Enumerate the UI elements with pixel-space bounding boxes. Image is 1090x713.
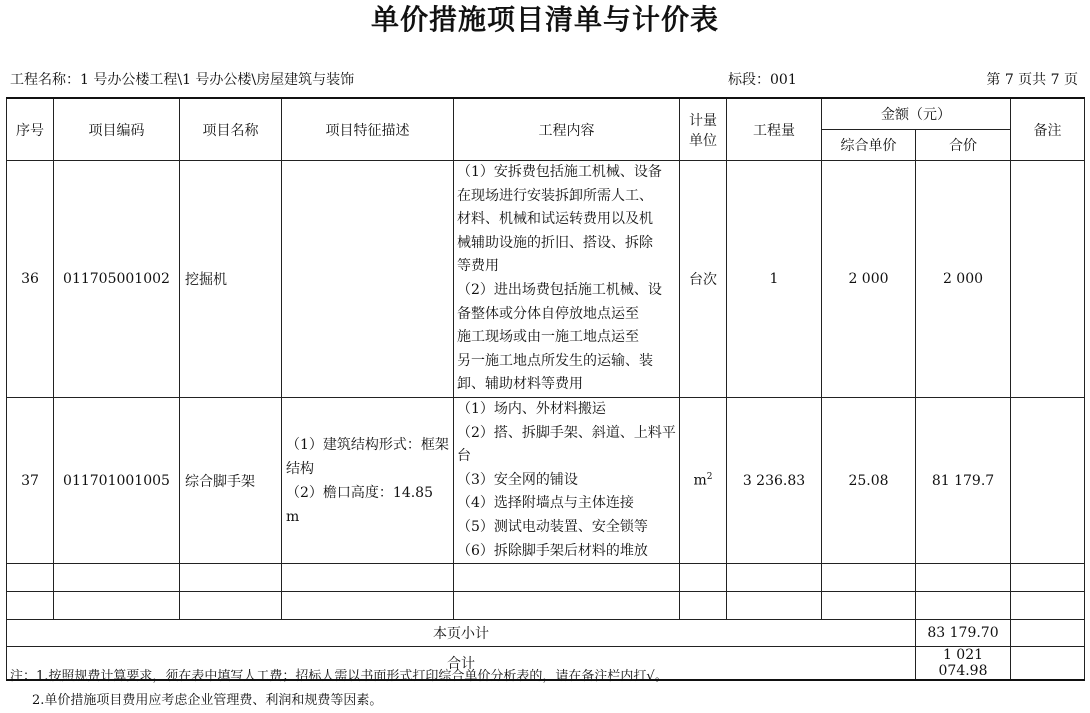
cell-name: 挖掘机: [180, 161, 282, 398]
header-total: 合价: [916, 130, 1011, 161]
header-features: 项目特征描述: [282, 98, 454, 161]
table-row: [7, 161, 1085, 398]
feature-line: （1）建筑结构形式：框架: [286, 436, 449, 453]
empty-cell: [916, 564, 1011, 592]
cell-unit-price: 2 000: [822, 161, 916, 398]
empty-cell: [1011, 592, 1085, 620]
content-line: （4）选择附墙点与主体连接: [457, 495, 634, 512]
content-line: 材料、机械和试运转费用以及机: [457, 211, 653, 228]
content-line: 等费用: [457, 258, 499, 275]
subtotal-label: 本页小计: [7, 620, 916, 647]
content-line: 备整体或分体自停放地点运至: [457, 305, 639, 322]
content-line: （1）安拆费包括施工机械、设备: [457, 164, 662, 180]
empty-cell: [916, 592, 1011, 620]
total-value: 1 021 074.98: [916, 647, 1011, 681]
unit-text: 台次: [689, 271, 717, 288]
measure-items-table: [6, 97, 1085, 681]
empty-cell: [282, 564, 454, 592]
empty-cell: [54, 564, 180, 592]
empty-cell: [454, 592, 680, 620]
total-remark: [1011, 647, 1085, 681]
unit-sup: 2: [706, 472, 713, 483]
content-line: 另一施工地点所发生的运输、装: [457, 352, 653, 369]
empty-cell: [1011, 564, 1085, 592]
cell-remark: [1011, 397, 1085, 563]
empty-cell: [7, 564, 54, 592]
empty-row: [7, 564, 1085, 592]
content-line: （5）测试电动装置、安全锁等: [457, 518, 648, 535]
empty-cell: [454, 564, 680, 592]
cell-seq: 36: [7, 161, 54, 398]
cell-total: 81 179.7: [916, 397, 1011, 563]
empty-cell: [180, 592, 282, 620]
content-line: （2）进出场费包括施工机械、设: [457, 281, 662, 298]
cell-seq: 37: [7, 397, 54, 563]
cell-remark: [1011, 161, 1085, 398]
empty-cell: [822, 592, 916, 620]
note-2: 2.单价措施项目费用应考虑企业管理费、利润和规费等因素。: [32, 693, 383, 708]
subtotal-row: [7, 620, 1085, 647]
empty-cell: [180, 564, 282, 592]
content-line: 在现场进行安装拆卸所需人工、: [457, 187, 653, 204]
note-1: 注：1.按照规费计算要求，须在表中填写人工费；招标人需以书面形式打印综合单价分析表的，请在备注栏内打√。: [10, 669, 668, 684]
empty-cell: [822, 564, 916, 592]
empty-row: [7, 592, 1085, 620]
cell-total: 2 000: [916, 161, 1011, 398]
empty-cell: [282, 592, 454, 620]
header-qty: 工程量: [727, 98, 822, 161]
content-line: （3）安全网的铺设: [457, 471, 578, 488]
total-label: 合计: [7, 647, 916, 681]
notes: [10, 665, 668, 713]
cell-code: 011705001002: [54, 161, 180, 398]
feature-line: （2）檐口高度：14.85 m: [286, 484, 433, 525]
unit-text: m: [693, 472, 707, 489]
page-number: 第 7 页共 7 页: [986, 72, 1078, 88]
header-unit: [680, 98, 727, 161]
cell-code: 011701001005: [54, 397, 180, 563]
header-name: 项目名称: [180, 98, 282, 161]
table-row: [7, 397, 1085, 563]
page-title: 单价措施项目清单与计价表: [370, 3, 719, 36]
feature-line: 结构: [286, 460, 314, 477]
header-unit-price: 综合单价: [822, 130, 916, 161]
cell-unit: [680, 397, 727, 563]
empty-cell: [54, 592, 180, 620]
section-label: 标段：001: [728, 72, 797, 88]
empty-cell: [727, 564, 822, 592]
cell-features: [282, 161, 454, 398]
subtotal-remark: [1011, 620, 1085, 647]
cell-qty: 1: [727, 161, 822, 398]
content-line: （1）场内、外材料搬运: [457, 400, 606, 417]
empty-cell: [680, 564, 727, 592]
cell-content: [454, 397, 680, 563]
cell-unit-price: 25.08: [822, 397, 916, 563]
header-unit-line2: 单位: [689, 132, 717, 149]
content-line: （2）搭、拆脚手架、斜道、上料平台: [457, 424, 676, 465]
header-content: 工程内容: [454, 98, 680, 161]
subtotal-value: 83 179.70: [916, 620, 1011, 647]
header-remark: 备注: [1011, 98, 1085, 161]
header-code: 项目编码: [54, 98, 180, 161]
cell-unit: [680, 161, 727, 398]
empty-cell: [680, 592, 727, 620]
empty-cell: [727, 592, 822, 620]
content-line: 卸、辅助材料等费用: [457, 376, 583, 393]
content-line: 施工现场或由一施工地点运至: [457, 329, 639, 346]
empty-cell: [7, 592, 54, 620]
header-unit-line1: 计量: [689, 112, 717, 129]
cell-qty: 3 236.83: [727, 397, 822, 563]
cell-name: 综合脚手架: [180, 397, 282, 563]
cell-content: [454, 161, 680, 398]
project-name: 工程名称：1 号办公楼工程\1 号办公楼\房屋建筑与装饰: [10, 72, 355, 88]
header-amount: 金额（元）: [822, 98, 1011, 130]
content-line: 械辅助设施的折旧、搭设、拆除: [457, 234, 653, 251]
cell-features: [282, 397, 454, 563]
content-line: （6）拆除脚手架后材料的堆放: [457, 542, 648, 559]
header-seq: 序号: [7, 98, 54, 161]
